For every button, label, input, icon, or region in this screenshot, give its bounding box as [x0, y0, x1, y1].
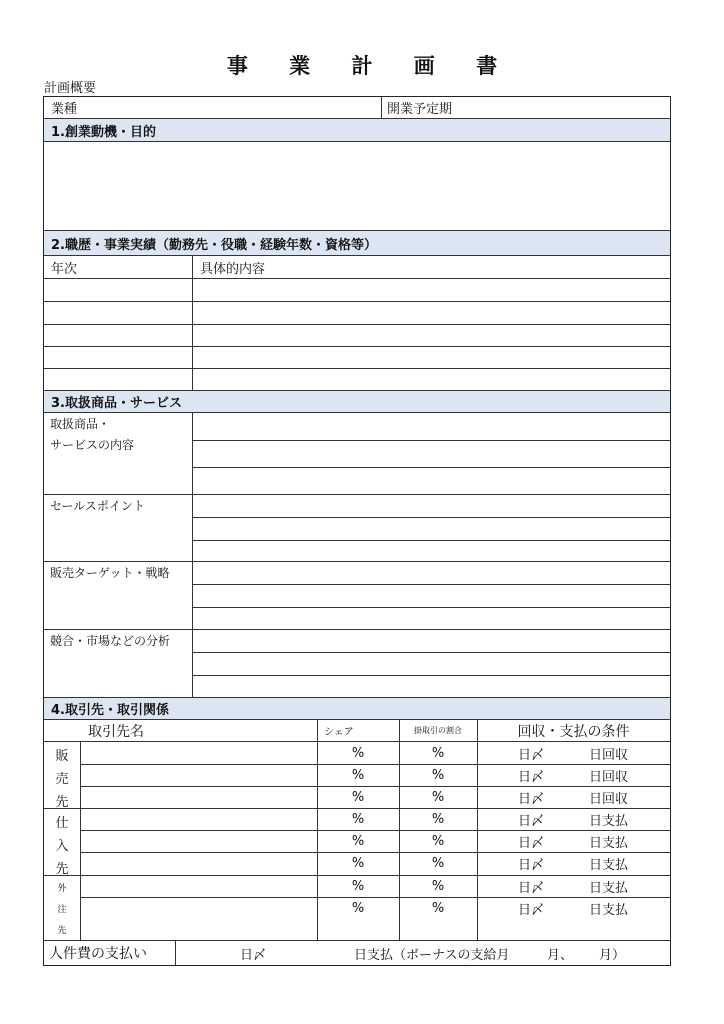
career-row[interactable]: [44, 302, 670, 325]
products-block: [44, 413, 670, 495]
day-cutoff: 日〆: [518, 835, 545, 851]
share-percent: %: [351, 900, 365, 916]
cash-ratio-percent: %: [431, 745, 445, 761]
career-row[interactable]: [44, 279, 670, 302]
bonus-month-2: 月）: [599, 947, 626, 963]
competition-label: 競合・市場などの分析: [50, 634, 171, 648]
share-percent: %: [351, 789, 365, 805]
competition-block: [44, 630, 670, 698]
sales-label-3: 先: [55, 795, 69, 810]
labor-cost-label: 人件費の支払い: [49, 946, 147, 962]
outsource-label-3: 先: [57, 926, 67, 936]
share-percent: %: [351, 767, 365, 783]
plan-form: [43, 96, 671, 966]
share-percent: %: [351, 878, 365, 894]
purchase-label-1: 仕: [55, 816, 69, 831]
target-block: [44, 562, 670, 630]
purchase-label-3: 先: [55, 862, 69, 877]
pay-term: 日支払: [589, 813, 629, 829]
day-cutoff: 日〆: [518, 747, 545, 763]
trade-body: [44, 742, 670, 941]
pay-term: 日支払: [589, 880, 629, 896]
cash-ratio-percent: %: [431, 811, 445, 827]
collect-term: 日回収: [589, 769, 629, 785]
section-career: 2.職歴・事業実績（勤務先・役職・経験年数・資格等）: [44, 231, 670, 256]
section-motivation: 1.創業動機・目的: [44, 119, 670, 142]
share-percent: %: [351, 811, 365, 827]
day-cutoff: 日〆: [518, 791, 545, 807]
labor-cost-row: [44, 941, 670, 965]
business-type-label: 業種: [51, 102, 78, 117]
detail-column-header: 具体的内容: [200, 261, 266, 277]
page-title: 事 業 計 画 書: [226, 54, 515, 78]
sales-label-1: 販: [55, 749, 69, 764]
cash-ratio-percent: %: [431, 878, 445, 894]
products-label-line1: 取扱商品・: [50, 417, 111, 431]
share-percent: %: [351, 856, 365, 871]
day-cutoff: 日〆: [518, 769, 545, 785]
selling-point-block: [44, 495, 670, 562]
career-row[interactable]: [44, 347, 670, 369]
trade-name-header: 取引先名: [88, 723, 144, 740]
day-cutoff: 日〆: [518, 813, 545, 829]
day-cutoff: 日〆: [518, 858, 545, 873]
day-cutoff: 日〆: [518, 902, 545, 918]
pay-term: 日支払: [589, 835, 629, 851]
share-header: シェア: [324, 727, 354, 738]
terms-header: 回収・支払の条件: [517, 723, 630, 740]
motivation-field[interactable]: [44, 142, 670, 231]
trade-header-row: [44, 720, 670, 742]
target-label: 販売ターゲット・戦略: [50, 566, 170, 580]
sales-label-2: 売: [55, 772, 69, 787]
share-percent: %: [351, 745, 365, 761]
cash-ratio-header: 掛取引の割合: [414, 726, 462, 735]
collect-term: 日回収: [589, 747, 629, 763]
career-row[interactable]: [44, 369, 670, 391]
products-label-line2: サービスの内容: [50, 438, 135, 452]
pay-term: 日支払: [589, 858, 629, 873]
collect-term: 日回収: [589, 791, 629, 807]
outsource-label-1: 外: [57, 884, 67, 894]
overview-label: 計画概要: [44, 81, 97, 96]
career-header-row: [44, 256, 670, 279]
share-percent: %: [351, 833, 365, 849]
cash-ratio-percent: %: [431, 833, 445, 849]
header-row: [44, 97, 670, 119]
cash-ratio-percent: %: [431, 856, 445, 871]
day-cutoff: 日〆: [518, 880, 545, 896]
section-trade: 4.取引先・取引関係: [44, 698, 670, 720]
section-products: 3.取扱商品・サービス: [44, 391, 670, 413]
selling-point-label: セールスポイント: [50, 499, 145, 513]
labor-day-cutoff: 日〆: [240, 947, 267, 963]
cash-ratio-percent: %: [431, 789, 445, 805]
purchase-label-2: 入: [55, 839, 69, 854]
cash-ratio-percent: %: [431, 767, 445, 783]
bonus-month-1: 月、: [547, 947, 574, 963]
labor-pay-bonus: 日支払（ボーナスの支給月: [354, 947, 510, 963]
pay-term: 日支払: [589, 902, 629, 918]
opening-date-label: 開業予定期: [387, 102, 453, 117]
career-row[interactable]: [44, 325, 670, 347]
cash-ratio-percent: %: [431, 900, 445, 916]
year-column-header: 年次: [51, 261, 78, 277]
outsource-label-2: 注: [57, 905, 67, 915]
